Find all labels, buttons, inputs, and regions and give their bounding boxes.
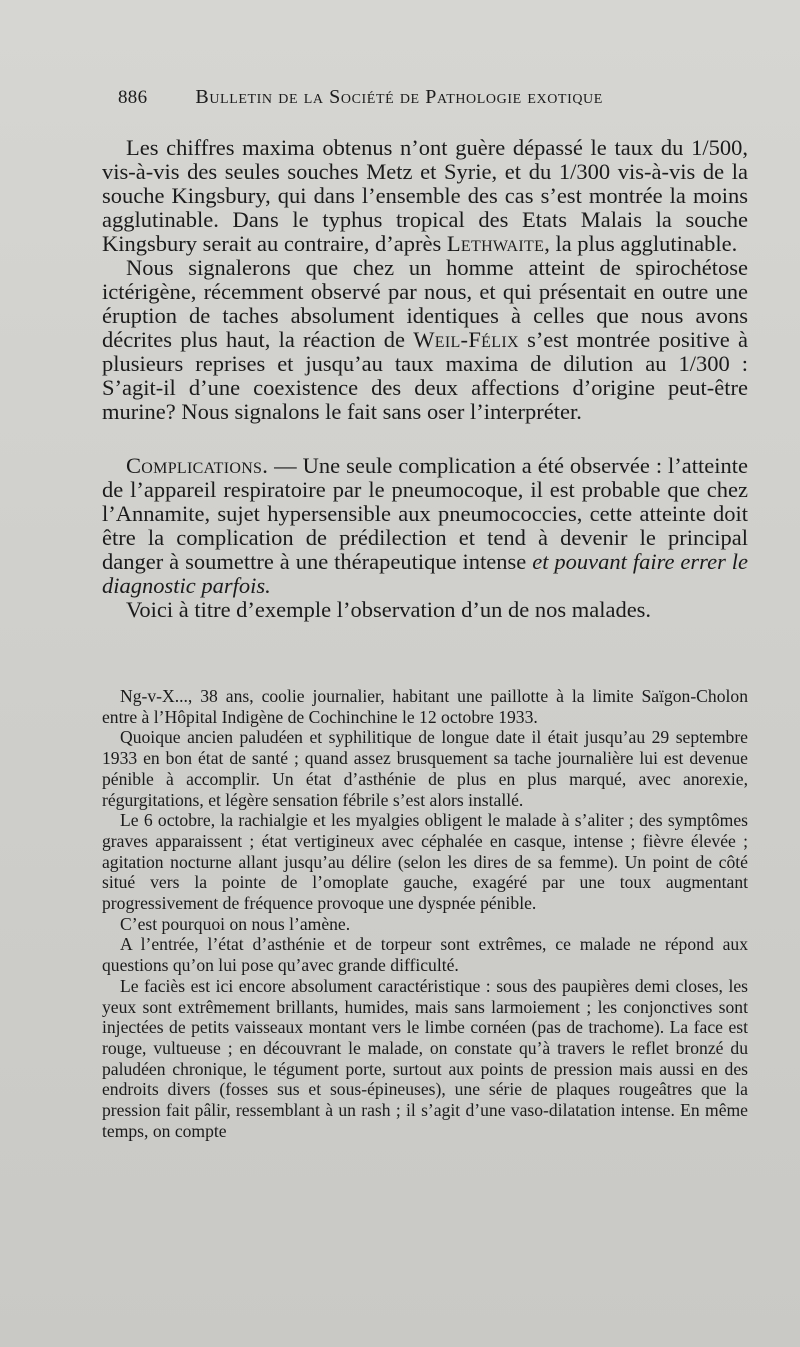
paragraph-complications-italic: et pouvant faire errer le diagnostic parfois. (102, 549, 749, 598)
paragraph-spirochetose (102, 256, 748, 424)
case-paragraph-4: C’est pourquoi on nous l’amène. (120, 913, 351, 934)
paragraph-complications (102, 454, 748, 598)
case-report (102, 686, 748, 1141)
section-gap (102, 424, 748, 454)
page-number: 886 (118, 87, 148, 108)
section-heading-complications: Complications. (126, 453, 269, 478)
running-title: Bulletin de la Société de Pathologie exotique (195, 86, 603, 108)
reaction-name: Weil-Félix (413, 327, 519, 352)
paragraph-complications-text: — Une seule complication a été observée : l’atteinte de l’appareil respiratoire par le pneumocoque, il est probable que chez l’Annamite, sujet hypersensible aux pneumococcies, cette atteinte doit être la complication de prédilection et tend à devenir le principal danger à soumettre à une thérapeutique intense (102, 453, 749, 574)
paragraph-spirochetose-a: Nous signalerons que chez un homme atteint de spirochétose ictérigène, récemment observé par nous, et qui présentait en outre une éruption de taches absolument identiques à celles que nous avons décrites plus haut, la réaction de (102, 255, 748, 352)
case-paragraph-5: A l’entrée, l’état d’asthénie et de torpeur sont extrêmes, ce malade ne répond aux questions qu’on lui pose qu’avec grande difficulté. (102, 934, 748, 976)
case-paragraph-1: Ng-v-X..., 38 ans, coolie journalier, habitant une paillotte à la limite Saïgon-Cholon entre à l’Hôpital Indigène de Cochinchine le 12 octobre 1933. (102, 686, 748, 727)
case-paragraph-2: Quoique ancien paludéen et syphilitique de longue date il était jusqu’au 29 septembre 1933 en bon état de santé ; quand assez brusquement sa tache journalière lui est devenue pénible à accomplir. Un état d’asthénie de plus en plus marqué, avec anorexie, régurgitations, et légère sensation fébrile s’est alors installé. (102, 727, 748, 810)
case-paragraph-3: Le 6 octobre, la rachialgie et les myalgies obligent le malade à s’aliter ; des symptômes graves apparaissent ; état vertigineux avec céphalée en casque, intense ; fièvre élevée ; agitation nocturne allant jusqu’au délire (selon les dires de sa femme). Un point de côté situé vers la pointe de l’omoplate gauche, exagéré par une toux augmentant progressivement de fréquence provoque une dyspnée pénible. (102, 810, 748, 914)
author-lethwaite: Lethwaite (446, 231, 545, 256)
paragraph-agglutination-end: , la plus agglutinable. (544, 231, 738, 256)
running-header (118, 86, 718, 109)
paragraph-example: Voici à titre d’exemple l’observation d’un de nos malades. (126, 597, 652, 622)
paragraph-spirochetose-b: s’est montrée positive à plusieurs reprises et jusqu’au taux maxima de dilution au 1/300 : S’agit-il d’une coexistence des deux affections d’origine peut-être murine? Nous signalons le fait sans oser l’interpréter. (102, 327, 748, 424)
paragraph-agglutination-text: Les chiffres maxima obtenus n’ont guère dépassé le taux du 1/500, vis-à-vis des seules souches Metz et Syrie, et du 1/300 vis-à-vis de la souche Kingsbury, qui dans l’ensemble des cas s’est montrée la moins agglutinable. Dans le typhus tropical des Etats Malais la souche Kingsbury serait au contraire, d’après (102, 135, 748, 256)
main-text (102, 136, 748, 622)
case-paragraph-6: Le faciès est ici encore absolument caractéristique : sous des paupières demi closes, les yeux sont extrêmement brillants, humides, mais sans larmoiement ; les conjonctives sont injectées de petits vaisseaux montant vers le limbe cornéen (pas de trachome). La face est rouge, vultueuse ; en découvrant le malade, on constate qu’à travers le reflet bronzé du paludéen chronique, le tégument porte, surtout aux points de pression mais aussi en des endroits divers (fosses sus et sous-épineuses), une série de plaques rougeâtres que la pression fait pâlir, ressemblant à un rash ; il s’agit d’une vaso-dilatation intense. En même temps, on compte (102, 975, 748, 1141)
paragraph-agglutination (102, 136, 748, 256)
